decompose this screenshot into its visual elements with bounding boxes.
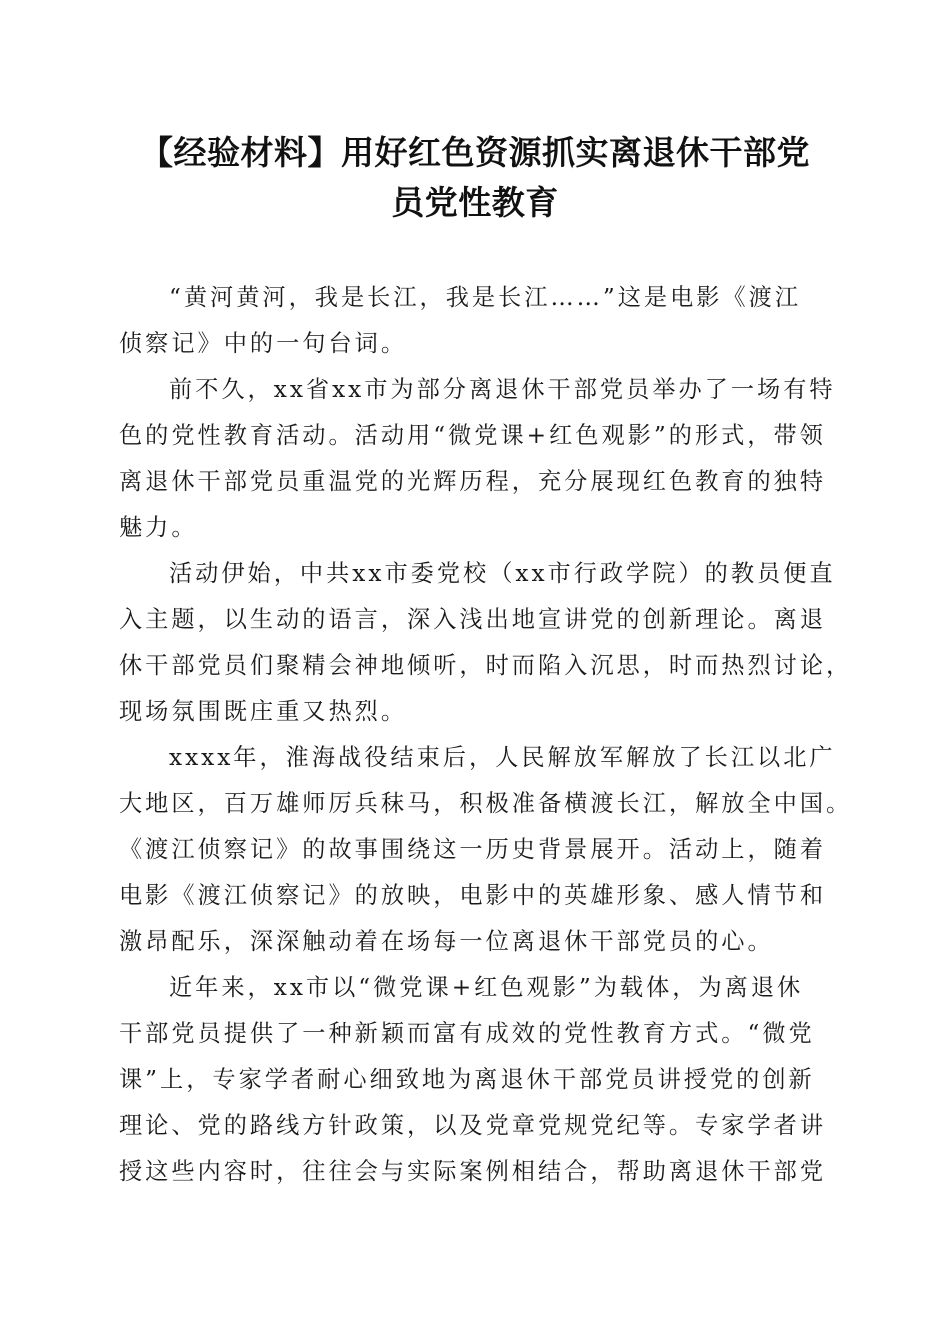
paragraph-line: 激昂配乐，深深触动着在场每一位离退休干部党员的心。: [119, 928, 774, 955]
paragraph-line: 现场氛围既庄重又热烈。: [119, 698, 408, 725]
paragraph-line: 电影《渡江侦察记》的放映，电影中的英雄形象、感人情节和: [119, 882, 827, 909]
paragraph-line: 离退休干部党员重温党的光辉历程，充分展现红色教育的独特: [119, 468, 827, 495]
title-line-1: 【经验材料】用好红色资源抓实离退休干部党: [140, 133, 810, 172]
paragraph-5: [119, 965, 831, 1195]
paragraph-line: 活动伊始，中共xx市委党校（xx市行政学院）的教员便直: [169, 560, 836, 587]
paragraph-line: 《渡江侦察记》的故事围绕这一历史背景展开。活动上，随着: [119, 836, 827, 863]
paragraph-line: 前不久，xx省xx市为部分离退休干部党员举办了一场有特: [169, 376, 836, 403]
paragraph-line: 休干部党员们聚精会神地倾听，时而陷入沉思，时而热烈讨论，: [119, 652, 853, 679]
paragraph-1: [119, 275, 831, 367]
document-title: [110, 128, 840, 228]
paragraph-line: 大地区，百万雄师厉兵秣马，积极准备横渡长江，解放全中国。: [119, 790, 853, 817]
paragraph-line: 入主题，以生动的语言，深入浅出地宣讲党的创新理论。离退: [119, 606, 827, 633]
paragraph-line: 课”上，专家学者耐心细致地为离退休干部党员讲授党的创新: [119, 1066, 815, 1093]
paragraph-2: [119, 367, 836, 551]
paragraph-4: [119, 735, 853, 965]
paragraph-3: [119, 551, 853, 735]
paragraph-line: 近年来，xx市以“微党课+红色观影”为载体，为离退休: [169, 974, 804, 1001]
paragraph-line: 魅力。: [119, 514, 198, 541]
paragraph-line: 侦察记》中的一句台词。: [119, 330, 408, 357]
paragraph-line: 理论、党的路线方针政策，以及党章党规党纪等。专家学者讲: [119, 1112, 827, 1139]
paragraph-line: 干部党员提供了一种新颖而富有成效的党性教育方式。“微党: [119, 1020, 815, 1047]
paragraph-line: 授这些内容时，往往会与实际案例相结合，帮助离退休干部党: [119, 1158, 827, 1185]
paragraph-line: “黄河黄河，我是长江，我是长江……”这是电影《渡江: [169, 284, 802, 311]
paragraph-line: xxxx年，淮海战役结束后，人民解放军解放了长江以北广: [169, 744, 836, 771]
title-line-2: 员党性教育: [391, 183, 559, 222]
paragraph-line: 色的党性教育活动。活动用“微党课+红色观影”的形式，带领: [119, 422, 826, 449]
document-body: [119, 275, 853, 1195]
